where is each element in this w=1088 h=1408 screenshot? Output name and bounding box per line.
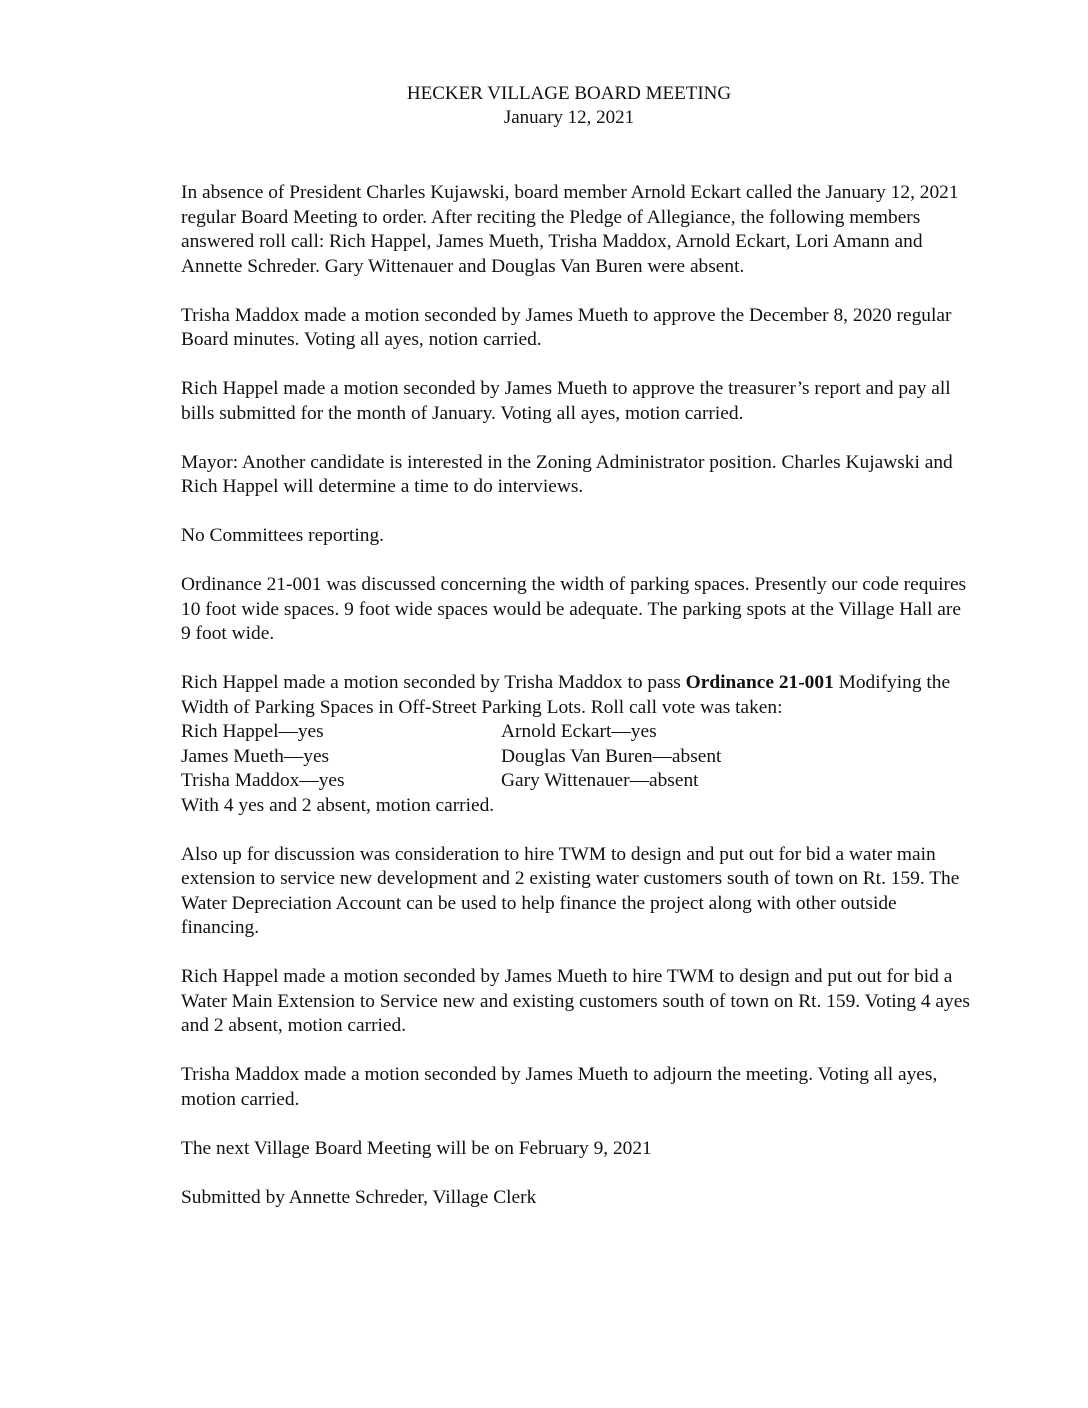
ordinance-number-bold: Ordinance 21-001 — [685, 672, 834, 693]
treasurer-motion-paragraph: Rich Happel made a motion seconded by James Mueth to approve the treasurer’s report and pay all bills submitted for the month of January. Voting all ayes, motion carried. — [181, 378, 951, 424]
vote-entry: Trisha Maddox—yes — [181, 770, 345, 791]
vote-row — [181, 720, 971, 745]
water-discussion-paragraph: Also up for discussion was consideration to hire TWM to design and put out for bid a water main extension to service new development and 2 existing water customers south of town on Rt. 159. The Water Depreciation Account can be used to help finance the project along with other outside financing. — [181, 843, 960, 938]
minutes-motion-paragraph: Trisha Maddox made a motion seconded by James Mueth to approve the December 8, 2020 regular Board minutes. Voting all ayes, notion carried. — [181, 304, 952, 350]
water-motion-paragraph: Rich Happel made a motion seconded by James Mueth to hire TWM to design and put out for bid a Water Main Extension to Service new and existing customers south of town on Rt. 159. Voting 4 ayes and 2 absent, motion carried. — [181, 966, 970, 1036]
ordinance-motion-paragraph — [181, 671, 971, 818]
document-header — [0, 82, 1088, 130]
committees-paragraph: No Committees reporting. — [181, 525, 385, 546]
adjourn-motion-paragraph: Trisha Maddox made a motion seconded by James Mueth to adjourn the meeting. Voting all ayes, motion carried. — [181, 1064, 938, 1110]
document-title: HECKER VILLAGE BOARD MEETING — [406, 83, 732, 104]
ordinance-motion-text-after: Modifying the Width of Parking Spaces in Off-Street Parking Lots. Roll call vote was taken: — [181, 672, 951, 718]
vote-result: With 4 yes and 2 absent, motion carried. — [181, 794, 495, 816]
next-meeting-paragraph: The next Village Board Meeting will be on February 9, 2021 — [181, 1137, 652, 1159]
vote-entry: Douglas Van Buren—absent — [501, 745, 722, 767]
vote-entry: Arnold Eckart—yes — [501, 721, 657, 742]
ordinance-discussion-paragraph: Ordinance 21-001 was discussed concerning the width of parking spaces. Presently our code requires 10 foot wide spaces. 9 foot wide spaces would be adequate. The parking spots at the Village Hall are 9 foot wide. — [181, 574, 967, 644]
meeting-date: January 12, 2021 — [503, 107, 635, 128]
call-to-order-paragraph: In absence of President Charles Kujawski, board member Arnold Eckart called the January 12, 2021 regular Board Meeting to order. After reciting the Pledge of Allegiance, the following members answered roll call: Rich Happel, James Mueth, Trisha Maddox, Arnold Eckart, Lori Amann and Annette Schreder. Gary Wittenauer and Douglas Van Buren were absent. — [181, 182, 959, 277]
vote-entry: Rich Happel—yes — [181, 721, 324, 742]
mayor-report-paragraph: Mayor: Another candidate is interested in the Zoning Administrator position. Charles Kujawski and Rich Happel will determine a time to do interviews. — [181, 451, 953, 497]
vote-entry: James Mueth—yes — [181, 745, 330, 767]
roll-call-vote-table — [181, 720, 971, 794]
submitted-by-paragraph: Submitted by Annette Schreder, Village Clerk — [181, 1186, 537, 1208]
vote-row — [181, 769, 971, 794]
ordinance-motion-text-before: Rich Happel made a motion seconded by Trisha Maddox to pass — [181, 672, 686, 693]
vote-row — [181, 745, 971, 770]
vote-entry: Gary Wittenauer—absent — [501, 770, 699, 791]
document-body — [181, 181, 971, 1235]
